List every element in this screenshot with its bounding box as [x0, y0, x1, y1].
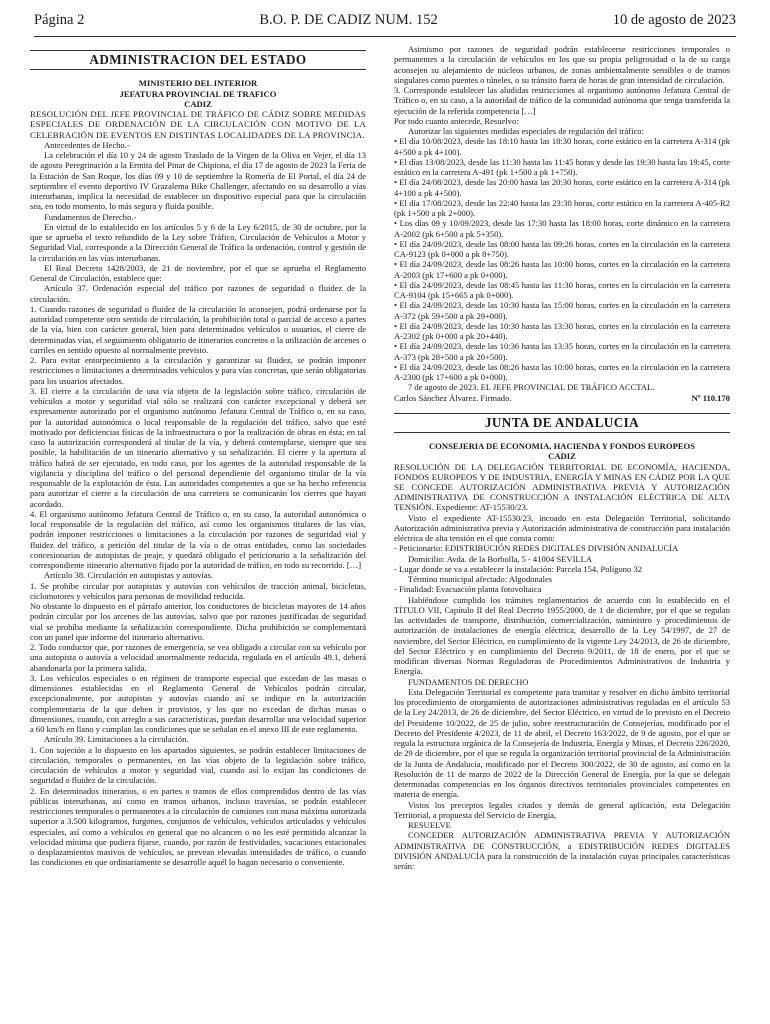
- department-city: CADIZ: [184, 98, 212, 109]
- paragraph: No obstante lo dispuesto en el párrafo anterior, los conductores de bicicletas mayores de 14 años podrán circular por los arcenes de las autovías, salvo que por razones justificadas de seguridad vial se prohíba mediante la señalización correspondiente. Dicha prohibición se complementará con un panel que informe del itinerario alternativo.: [30, 601, 366, 642]
- paragraph: El Real Decreto 1428/2003, de 21 de noviembre, por el que se aprueba el Reglamento General de Circulación, establece que:: [30, 262, 366, 283]
- resolution-title: RESOLUCIÓN DE LA DELEGACIÓN TERRITORIAL DE ECONOMÍA, HACIENDA, FONDOS EUROPEOS Y DE INDUSTRIA, ENERGÍA Y MINAS EN CÁDIZ POR LA QUE SE CONCEDE AUTORIZACIÓN ADMINISTRATIVA PREVIA Y AUTORIZACIÓN ADMINISTRATIVA DE CONSTRUCCIÓN A INSTALACIÓN ELÉCTRICA DE ALTA TENSIÓN. Expediente: AT-15530/23.: [394, 461, 730, 513]
- announcement-number: Nº 110.170: [691, 392, 730, 403]
- paragraph: - Lugar donde se va a establecer la instalación: Parcela 154, Polígono 32: [394, 563, 643, 574]
- paragraph: 1. Con sujeción a lo dispuesto en los apartados siguientes, se podrán establecer limitaciones de circulación, temporales o permanentes, en las vías objeto de la legislación sobre tráfico, circulación de vehículos a motor y seguridad vial, cuando así lo exijan las condiciones de seguridad o fluidez de la circulación.: [30, 744, 366, 786]
- paragraph: 2. Todo conductor que, por razones de emergencia, se vea obligado a circular con su vehículo por una autopista o autovía a velocidad anormalmente reducida, regulada en el artículo 49.1, deberá abandonarla por la primera salida.: [30, 642, 366, 673]
- section-subheading: FUNDAMENTOS DE DERECHO: [408, 676, 529, 687]
- paragraph: Autorizar las siguientes medidas especiales de regulación del tráfico:: [408, 126, 644, 136]
- ministry-name: MINISTERIO DEL INTERIOR: [138, 78, 258, 89]
- left-column: [30, 44, 366, 868]
- paragraph: - Finalidad: Evacuación planta fotovoltaica: [394, 584, 542, 595]
- paragraph: 2. En determinados itinerarios, o en partes o tramos de ellos comprendidos dentro de las vías públicas interurbanas, así como en tramos urbanos, incluso travesías, se podrán establecer restricciones temporales o permanentes a la circulación de camiones con masa máxima autorizada superior a 3.500 kilogramos, furgones, conjuntos de vehículos, vehículos articulados y vehículos especiales, así como a vehículos en general que no alcancen o no les esté permitido alcanzar la velocidad mínima que pudiera fijarse, cuando, por razón de festividades, vacaciones estacionales o desplazamientos masivos de vehículos, se prevean elevadas intensidades de tráfico, o cuando las condiciones en que ordinariamente se desarrolle aquél lo hagan necesario o conveniente.: [30, 785, 366, 868]
- paragraph: Habiéndose cumplido los trámites reglamentarios de acuerdo con lo establecido en el TÍTULO VII, Capítulo II del Real Decreto 1955/2000, de 1 de diciembre, por el que se regulan las actividades de transporte, distribución, comercialización, suministro y procedimientos de autorización de instalaciones de energía eléctrica, desarrollo de la Ley 54/1997, de 27 de noviembre, del Sector Eléctrico, en cumplimiento de la vigente Ley 24/2013, de 26 de diciembre, del Sector Eléctrico y en cumplimiento del Decreto 9/2011, de 18 de enero, por el que se modifican diversas Normas Reguladoras de Procedimientos Administrativos de Industria y Energía.: [394, 594, 730, 677]
- signer-name: Carlos Sánchez Álvarez. Firmado.: [394, 392, 512, 403]
- paragraph: 3. Los vehículos especiales o en régimen de transporte especial que excedan de las masas o dimensiones establecidas en el Reglamento General de Vehículos podrán circular, excepcionalmente, por autopistas y autovías cuando así se indique en la autorización complementaria de la que deben ir provistos, y los que no excedan de dichas masas o dimensiones, cuando, con arreglo a sus características, puedan desarrollar una velocidad superior a 60 km/h en llano y cumplan las condiciones que se señalan en el anexo III de este reglamento.: [30, 672, 366, 734]
- paragraph: 1. Cuando razones de seguridad o fluidez de la circulación lo aconsejen, podrá ordenarse por la autoridad competente otro sentido de circulación, la prohibición total o parcial de acceso a partes de la vía, bien con carácter general, bien para determinados vehículos o usuarios, el cierre de determinadas vías, el seguimiento obligatorio de itinerarios concretos o la utilización de arcenes o carriles en sentido opuesto al normalmente previsto.: [30, 303, 366, 355]
- paragraph: Esta Delegación Territorial es competente para tramitar y resolver en dicho ámbito territorial los procedimiento de otorgamiento de autorizaciones administrativas reguladas en el artículo 53 de la Ley 24/2013, de 26 de diciembre, del Sector Eléctrico, en virtud de lo previsto en el Decreto del Presidente 10/2022, de 25 de julio, sobre reestructuración de Consejerías, modificado por el Decreto del Presidente 4/2023, de 11 de abril, el Decreto 163/2022, de 9 de agosto, por el que se regula la estructura orgánica de la Consejería de Industria, Energía y Minas, el Decreto 226/2020, de 29 de diciembre, por el que se regula la organización territorial provincial de la Administración de la Junta de Andalucía, modificado por el Decreto 300/2022, de 30 de agosto, así como en la Resolución de 11 de marzo de 2022 de la Dirección General de Energía, por la que se delegan determinadas competencias en los órganos directivos territoriales provinciales competentes en materia de energía.: [394, 686, 730, 800]
- paragraph: 4. El organismo autónomo Jefatura Central de Tráfico o, en su caso, la autoridad autonómica o local responsable de la regulación del tráfico, así como los organismos titulares de las vías, podrán imponer restricciones o limitaciones a la circulación por razones de seguridad vial y fluidez del tráfico, a petición del titular de la vía o de otras entidades, como las sociedades concesionarias de autopistas de peaje, y quedará obligado el peticionario a la señalización del correspondiente itinerario alternativo fijado por la autoridad de tráfico, en todo su recorrido. […]: [30, 508, 366, 570]
- paragraph: En virtud de lo establecido en los artículos 5 y 6 de la Ley 6/2015, de 30 de octubre, por la que se aprueba el texto refundido de la Ley sobre Tráfico, Circulación de Vehículos a Motor y Seguridad Vial, corresponde a la Dirección General de Tráfico la ordenación, control y gestión de la circulación en las vías interurbanas.: [30, 221, 366, 263]
- list-item: • El día 17/08/2023, desde las 22:40 hasta las 23:30 horas, corte estático en la carretera A-405-R2 (pk 1+500 a pk 2+000).: [394, 197, 730, 218]
- paragraph: La celebración el día 10 y 24 de agosto Traslado de la Virgen de la Oliva en Vejer, el día 13 de agosto Peregrinación a la Ermita del Pinar de Chipiona, el día 17 de agosto de 2023 la Feria de la Estación de San Roque, los días 09 y 10 de septiembre la Romería de El Portal, el día 24 de septiembre el evento deportivo IV Grazalema Bike Challenger, afectando en su desarrollo a vías interurbanas, implica la necesidad de establecer un dispositivo especial para que la circulación sea, en todo momento, lo más segura y fluida posible.: [30, 150, 366, 212]
- list-item: • El día 24/09/2023, desde las 10:30 hasta las 15:00 horas, cortes en la circulación en la carretera A-372 (pk 59+500 a pk 29+000).: [394, 300, 730, 321]
- council-name: CONSEJERIA DE ECONOMIA, HACIENDA Y FONDOS EUROPEOS: [428, 441, 696, 451]
- paragraph: Domicilio: Avda. de la Borbolla, 5 - 41004 SEVILLA: [408, 553, 593, 564]
- page-number: Página 2: [34, 12, 85, 28]
- paragraph: 2. Para evitar entorpecimiento a la circulación y garantizar su fluidez, se podrán imponer restricciones o limitaciones a determinados vehículos y para vías concretas, que serán obligatorias para los usuarios afectados.: [30, 355, 366, 386]
- list-item: • El día 24/08/2023, desde las 20:00 hasta las 20:30 horas, corte estático en la carretera A-314 (pk 4+100 a pk 4+500).: [394, 177, 730, 198]
- council-city: CADIZ: [548, 451, 576, 462]
- list-item: • El día 10/08/2023, desde las 18:10 hasta las 18:30 horas, corte estático en la carretera A-314 (pk 4+500 a pk 4+100).: [394, 136, 730, 157]
- paragraph: Vistos los preceptos legales citados y demás de general aplicación, esta Delegación Territorial, a propuesta del Servicio de Energía,: [394, 799, 730, 820]
- department-name: JEFATURA PROVINCIAL DE TRAFICO: [119, 88, 277, 99]
- signature-line: 7 de agosto de 2023. EL JEFE PROVINCIAL DE TRÁFICO ACCTAL.: [408, 382, 655, 393]
- resolution-title: RESOLUCIÓN DEL JEFE PROVINCIAL DE TRÁFICO DE CÁDIZ SOBRE MEDIDAS ESPECIALES DE ORDENACIÓN DE LA CIRCULACIÓN CON MOTIVO DE LA CELEBRACIÓN DE EVENTOS EN DISTINTAS LOCALIDADES DE LA PROVINCIA.: [30, 109, 366, 140]
- section-title: ADMINISTRACION DEL ESTADO: [30, 50, 366, 70]
- list-item: • Los días 09 y 10/09/2023, desde las 17:30 hasta las 18:00 horas, corte dinámico en la carretera A-2002 (pk 6+500 a pk 5+350).: [394, 218, 730, 239]
- paragraph: Asimismo por razones de seguridad podrán establecerse restricciones temporales o permanentes a la circulación de vehículos en los que su propia peligrosidad o la de su carga aconsejen su alejamiento de núcleos urbanos, de zonas ambientalmente sensibles o de tramos singulares como puentes o túneles, o su tránsito fuera de horas de gran intensidad de circulación.: [394, 44, 730, 85]
- bulletin-title: B.O. P. DE CADIZ NUM. 152: [259, 12, 438, 28]
- list-item: • El días 13/08/2023, desde las 11:30 hasta las 11:45 horas y desde las 19:30 hasta las 19:45, corte estático en la carretera A-491 (pk 1+500 a pk 1+750).: [394, 156, 730, 177]
- paragraph: - Peticionario: EDISTRIBUCIÓN REDES DIGITALES DIVISIÓN ANDALUCÍA: [394, 543, 679, 554]
- list-item: • El día 24/09/2023, desde las 10:36 hasta las 13:35 horas, cortes en la circulación en la carretera A-373 (pk 28+500 a pk 20+500).: [394, 341, 730, 362]
- list-item: • El día 24/09/2023, desde las 10:30 hasta las 13:30 horas, cortes en la circulación en la carretera A-2302 (pk 0+000 a pk 20+440).: [394, 320, 730, 341]
- right-column: [394, 44, 730, 871]
- article-heading: Artículo 39. Limitaciones a la circulación.: [44, 734, 189, 745]
- paragraph: 3. Corresponde establecer las aludidas restricciones al organismo autónomo Jefatura Central de Tráfico o, en su caso, a la autoridad de tráfico de la comunidad autónoma que tenga transferida la ejecución de la referida competencia […]: [394, 85, 730, 116]
- paragraph: Fundamentos de Derecho.-: [44, 211, 137, 222]
- list-item: • El día 24/09/2023, desde las 08:26 hasta las 10:00 horas, cortes en la circulación en la carretera A-2003 (pk 17+600 a pk 0+000).: [394, 259, 730, 280]
- paragraph: CONCEDER AUTORIZACIÓN ADMINISTRATIVA PREVIA Y AUTORIZACIÓN ADMINISTRATIVA DE CONSTRUCCIÓN, a EDISTRIBUCIÓN REDES DIGITALES DIVISIÓN ANDALUCÍA para la construcción de la instalación cuyas principales características serán:: [394, 830, 730, 872]
- paragraph: Visto el expediente AT-15530/23, incoado en esta Delegación Territorial, solicitando Autorización administrativa previa y Autorización administrativa de construcción para instalación eléctrica de alta tensión en el que consta como:: [394, 512, 730, 544]
- article-heading: Artículo 37. Ordenación especial del tráfico por razones de seguridad o fluidez de la circulación.: [30, 283, 366, 304]
- list-item: • El día 24/09/2023, desde las 08:45 hasta las 11:30 horas, cortes en la circulación en la carretera CA-9104 (pk 15+665 a pk 0+000).: [394, 279, 730, 300]
- article-heading: Artículo 38. Circulación en autopistas y autovías.: [44, 570, 214, 581]
- paragraph: Antecedentes de Hecho.-: [44, 139, 130, 150]
- section-title: JUNTA DE ANDALUCIA: [394, 413, 730, 433]
- paragraph: 3. El cierre a la circulación de una vía objeto de la legislación sobre tráfico, circulación de vehículos a motor y seguridad vial sólo se realizará con carácter excepcional y deberá ser expresamente autorizado por el organismo autónomo Jefatura Central de Tráfico o, en su caso, por la autoridad autonómica o local responsable de la regulación del tráfico, salvo que esté motivado por deficiencias físicas de la infraestructura o por la realización de obras en ésta; en tal caso la autorización corresponderá al titular de la vía, y deberá contemplarse, siempre que sea posible, la habilitación de un itinerario alternativo y su señalización. El cierre y la apertura al tráfico habrá de ser ejecutado, en todo caso, por los agentes de la autoridad responsable de la vigilancia y disciplina del tráfico o del personal dependiente del organismo titular de la vía responsable de la explotación de ésta. Las autoridades competentes a que se ha hecho referencia para autorizar el cierre a la circulación de una carretera se comunicarán los cierres que hayan acordado.: [30, 385, 366, 509]
- paragraph: Por todo cuanto antecede, Resuelvo:: [394, 115, 519, 126]
- paragraph: 1. Se prohíbe circular por autopistas y autovías con vehículos de tracción animal, bicicletas, ciclomotores y vehículos para personas de movilidad reducida.: [30, 580, 366, 601]
- list-item: • El día 24/09/2023, desde las 08:26 hasta las 10:00 horas, cortes en la circulación en la carretera A-2300 (pk 17+600 a pk 0+000).: [394, 361, 730, 382]
- paragraph: Término municipal afectado: Algodonales: [408, 574, 553, 585]
- list-item: • El día 24/09/2023, desde las 08:00 hasta las 09:26 horas, cortes en la circulación en la carretera CA-9123 (pk 0+000 a pk 8+750).: [394, 238, 730, 259]
- bulletin-date: 10 de agosto de 2023: [612, 12, 736, 28]
- page-header: [34, 12, 736, 37]
- section-subheading: RESUELVE: [408, 820, 451, 831]
- signature-block: [394, 393, 730, 403]
